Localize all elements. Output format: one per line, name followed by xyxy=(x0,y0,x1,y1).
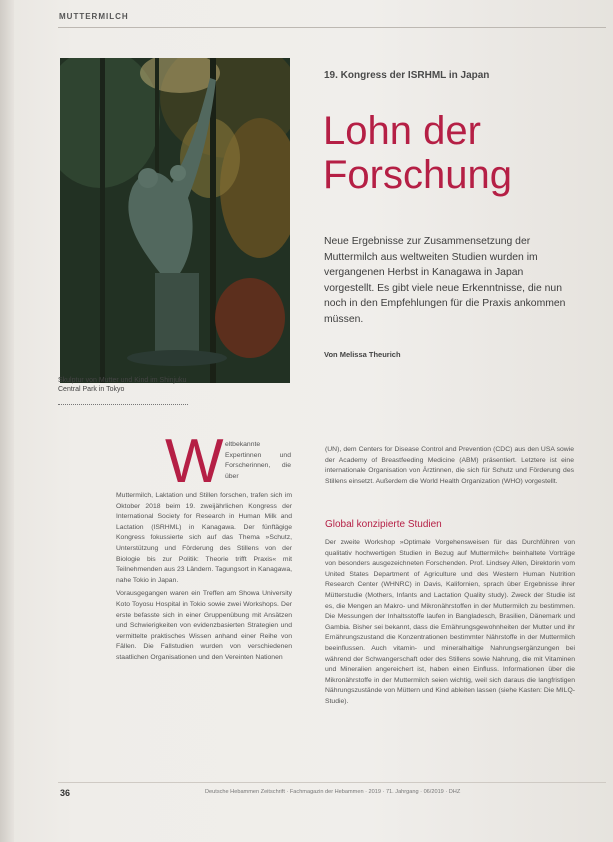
sculpture-photo xyxy=(60,58,290,383)
page-spine-shadow xyxy=(0,0,14,842)
column-1-body xyxy=(116,491,292,667)
column-1-paragraph-2: Vorausgegangen waren ein Treffen am Showa University Koto Toyosu Hospital in Tokio sowie zwei Workshops. Der erste befasste sich in einer Gruppenübung mit Ansätzen und Schwierigkeiten von evidenzbasierten Strategien und vermittelte praktisches Wissen anhand einer Reihe von Fällen. Die Fallstudien wurden von verschiedenen staatlichen Organisationen und den Vereinten Nationen xyxy=(116,590,292,661)
article-kicker: 19. Kongress der ISRHML in Japan xyxy=(324,70,490,81)
page-number: 36 xyxy=(60,788,71,798)
caption-divider xyxy=(58,404,188,405)
article-lead: Neue Ergebnisse zur Zusammensetzung der Muttermilch aus weltweiten Studien wurden im vergangenen Herbst in Kanagawa in Japan vorgestellt. Es gibt viele neue Erkenntnisse, die nun noch in den Empfehlungen für die Praxis ankommen müssen. xyxy=(324,236,566,325)
section-label: MUTTERMILCH xyxy=(59,12,129,21)
section-subheading: Global konzipierte Studien xyxy=(325,519,442,530)
column-2-body: Der zweite Workshop »Optimale Vorgehensweisen für das Durchführen von qualitativ hochwertigen Studien in Bezug auf Muttermilch« beinhaltete Vorträge von besonders ausgezeichneten Forschenden. Prof. Lindsey Allen, Direktorin vom United States Department of Agriculture und des Western Human Nutrition Research Center (WHNRC) in Davis, Kalifornien, sprach über Ergebnisse ihrer Mütterstudie (Mothers, Infants and Lactation Quality study). Zweck der Studie ist es, die Mengen an Makro- und Mikronährstoffen in der Muttermilch zu bestimmen. Die Messungen der Inhaltsstoffe laufen in Bangladesch, Brasilien, Dänemark und Gambia. Bisher sei bekannt, dass die Ernährungsgewohnheiten der Mutter und ihr Ernährungszustand die Konzentrationen bestimmter Nährstoffe in der Muttermilch beeinflussen. Auch vitamin- und mineralhaltige Nahrungsergänzungen bei während der Schwangerschaft oder des Stillens sowie Nahrung, die mit Vitaminen und Mineralien angereichert ist, haben einen Einfluss. Informationen über die Mikronährstoffe in der Muttermilch seien wichtig, weil sich daraus die langfristigen Nährungszustände von Müttern und Kind ableiten lassen (siehe Kasten: Die MILQ-Studie). xyxy=(325,539,575,705)
column-1-start: eltbekannte Expertinnen und Forscherinnen, die über xyxy=(225,441,291,480)
top-rule xyxy=(58,27,606,28)
article-author: Von Melissa Theurich xyxy=(324,350,401,359)
column-1-paragraph-1: Muttermilch, Laktation und Stillen forschen, trafen sich im Oktober 2018 beim 19. zweijährlichen Kongress der International Society for Research in Human Milk and Lactation (ISRHML) in Kanagawa. Der fünftägige Kongress fokussierte sich auf das Thema »Schutz, Unterstützung und Förderung des Stillens von der Biologie bis zur Politik: Theorie trifft Praxis« mit Teilnehmenden aus 23 Ländern. Tagungsort in Kanagawa, nahe Tokio in Japan. xyxy=(116,492,292,584)
drop-cap: W xyxy=(165,427,224,496)
photo-caption: Skulptur von Mutter und Kind im Shinjuku Central Park in Tokyo xyxy=(58,377,187,393)
footer-text: Deutsche Hebammen Zeitschrift · Fachmagazin der Hebammen · 2019 · 71. Jahrgang · 06/2019 · DHZ xyxy=(205,789,461,795)
title-line-2: Forschung xyxy=(323,153,512,197)
footer-rule xyxy=(58,782,606,783)
column-2-intro: (UN), dem Centers for Disease Control and Prevention (CDC) aus den USA sowie der Academy of Breastfeeding Medicine (ABM) präsentiert. Letztere ist eine internationale Organisation von Ärztinnen, die sich für Schutz und Förderung des Stillens einsetzt. Außerdem die World Health Organization (WHO) vorgestellt. xyxy=(325,446,574,485)
sculpture-illustration xyxy=(60,58,290,383)
title-line-1: Lohn der xyxy=(323,109,481,153)
article-title xyxy=(323,109,512,197)
